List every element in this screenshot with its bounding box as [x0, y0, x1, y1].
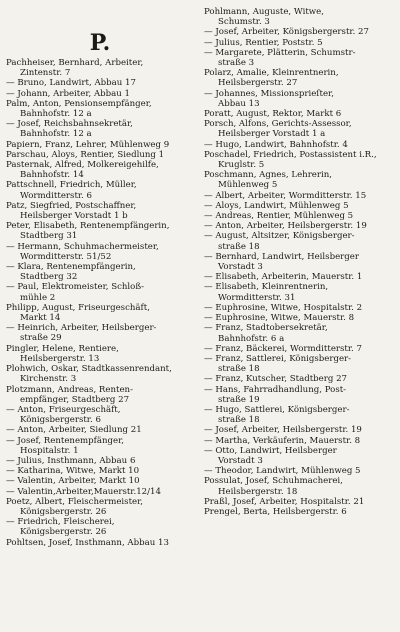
directory-entry-line: — Hans, Fahrradhandlung, Post- [204, 384, 347, 395]
directory-entry-line: Pohlmann, Auguste, Witwe, [204, 7, 324, 17]
directory-entry-line: Prengel, Berta, Heilsbergerstr. 6 [204, 506, 347, 517]
entry-continuation-line: Vorstadt 3 [218, 455, 263, 466]
directory-entry-line: — Bernhard, Landwirt, Heilsberger [204, 251, 359, 262]
entry-continuation-line: Heilsbergerstr. 13 [20, 353, 100, 364]
entry-continuation-line: Heilsbergerstr. 27 [218, 78, 298, 89]
entry-continuation-line: Wormditterstr. 31 [218, 292, 296, 303]
directory-entry-line: — Josef, Reichsbahnsekretär, [6, 119, 133, 130]
directory-entry-line: — Hugo, Sattlerei, Königsberger- [204, 404, 350, 415]
directory-entry-line: Pachheiser, Bernhard, Arbeiter, [6, 58, 144, 68]
directory-entry-line: Porsch, Alfons, Gerichts-Assessor, [204, 119, 352, 130]
entry-continuation-line: Kruglstr. 5 [218, 160, 265, 171]
entry-continuation-line: Wormditterstr. 6 [20, 190, 92, 201]
entry-continuation-line: Stadtberg 31 [20, 231, 78, 242]
directory-entry-line: — Elisabeth, Kleinrentnerin, [204, 282, 329, 293]
entry-continuation-line: straße 19 [218, 394, 260, 405]
directory-entry-line: Peter, Elisabeth, Rentenempfängerin, [6, 221, 170, 232]
directory-entry-line: — Andreas, Rentier, Mühlenweg 5 [204, 211, 354, 222]
directory-entry-line: — Katharina, Witwe, Markt 10 [6, 466, 140, 477]
directory-entry-line: — Julius, Rentier, Poststr. 5 [204, 37, 323, 48]
directory-entry-line: Plohwich, Oskar, Stadtkassenrendant, [6, 364, 172, 375]
entry-continuation-line: Markt 14 [20, 313, 61, 324]
directory-entry-line: — Anton, Friseurgeschäft, [6, 404, 121, 415]
entry-continuation-line: Kirchenstr. 3 [20, 374, 77, 385]
directory-entry-line: Polarz, Amalie, Kleinrentnerin, [204, 68, 339, 79]
directory-entry-line: Pattschnell, Friedrich, Müller, [6, 180, 137, 191]
directory-entry-line: Pohltsen, Josef, Insthmann, Abbau 13 [6, 537, 169, 548]
entry-continuation-line: Zintenstr. 7 [20, 68, 71, 79]
directory-entry-line: — Euphrosine, Witwe, Hospitalstr. 2 [204, 302, 363, 313]
directory-entry-line: Pingler, Helene, Rentiere, [6, 343, 119, 354]
directory-entry-line: — Theodor, Landwirt, Mühlenweg 5 [204, 466, 361, 477]
entry-continuation-line: Heilsberger Vorstadt 1 a [218, 129, 326, 140]
entry-continuation-line: Stadtberg 32 [20, 272, 78, 283]
entry-continuation-line: straße 18 [218, 364, 260, 375]
directory-entry-line: — Valentin,Arbeiter,Mauerstr.12/14 [6, 486, 161, 497]
directory-entry-line: — Hugo, Landwirt, Bahnhofstr. 4 [204, 139, 348, 150]
directory-entry-line: — Josef, Arbeiter, Königsbergerstr. 27 [204, 27, 369, 38]
directory-entry-line: — Franz, Sattlerei, Königsberger- [204, 353, 352, 364]
directory-entry-line: — Anton, Arbeiter, Siedlung 21 [6, 425, 142, 436]
entry-continuation-line: Bahnhofstr. 12 a [20, 109, 92, 120]
directory-entry-line: Poschmann, Agnes, Lehrerin, [204, 170, 333, 181]
directory-entry-line: Patz, Siegfried, Postschaffner, [6, 200, 137, 211]
directory-entry-line: — Euphrosine, Witwe, Mauerstr. 8 [204, 313, 355, 324]
directory-entry-line: — Klara, Rentenempfängerin, [6, 262, 136, 273]
directory-entry-line: — Franz, Stadtobersekretär, [204, 323, 328, 334]
directory-entry-line: Papiern, Franz, Lehrer, Mühlenweg 9 [6, 139, 170, 150]
entry-continuation-line: Mühlenweg 5 [218, 180, 278, 191]
entry-continuation-line: Heilsberger Vorstadt 1 b [20, 211, 128, 222]
directory-entry-line: — Otto, Landwirt, Heilsberger [204, 445, 337, 456]
directory-entry-line: — Elisabeth, Arbeiterin, Mauerstr. 1 [204, 272, 363, 283]
directory-entry-line: Poschadel, Friedrich, Postassistent i.R., [204, 149, 377, 160]
directory-entry-line: Praßl, Josef, Arbeiter, Hospitalstr. 21 [204, 496, 365, 507]
entry-continuation-line: Schumstr. 3 [218, 17, 270, 28]
entry-continuation-line: Heilsbergerstr. 18 [218, 486, 298, 497]
directory-entry-line: — Josef, Arbeiter, Heilsbergerstr. 19 [204, 425, 362, 436]
entry-continuation-line: Vorstadt 3 [218, 262, 263, 273]
directory-entry-line: — Johann, Arbeiter, Abbau 1 [6, 88, 131, 99]
directory-entry-line: — Josef, Rentenempfänger, [6, 435, 124, 446]
entry-continuation-line: Königsbergerstr. 26 [20, 506, 107, 517]
entry-continuation-line: empfänger, Stadtberg 27 [20, 394, 130, 405]
entry-continuation-line: Bahnhofstr. 12 a [20, 129, 92, 140]
directory-entry-line: — Franz, Bäckerei, Wormditterstr. 7 [204, 343, 362, 354]
entry-continuation-line: Wormditterstr. 51/52 [20, 251, 112, 262]
entry-continuation-line: straße 18 [218, 415, 260, 426]
directory-entry-line: Poetz, Albert, Fleischermeister, [6, 496, 144, 507]
directory-entry-line: — Paul, Elektromeister, Schloß- [6, 282, 145, 293]
directory-entry-line: — Friedrich, Fleischerei, [6, 517, 115, 528]
directory-entry-line: — Valentin, Arbeiter, Markt 10 [6, 476, 140, 487]
directory-entry-line: Philipp, August, Friseurgeschäft, [6, 302, 150, 313]
directory-entry-line: — Martha, Verkäuferin, Mauerstr. 8 [204, 435, 361, 446]
directory-entry-line: — Margarete, Plätterin, Schumstr- [204, 47, 356, 58]
entry-continuation-line: straße 18 [218, 241, 260, 252]
directory-entry-line: — Julius, Insthmann, Abbau 6 [6, 455, 136, 466]
directory-entry-line: — Heinrich, Arbeiter, Heilsberger- [6, 323, 157, 334]
directory-entry-line: — Bruno, Landwirt, Abbau 17 [6, 78, 136, 89]
entry-continuation-line: straße 29 [20, 333, 62, 344]
left-column [6, 58, 196, 548]
entry-continuation-line: mühle 2 [20, 292, 56, 303]
directory-entry-line: Pasternak, Alfred, Molkereigehilfe, [6, 160, 159, 171]
directory-entry-line: — August, Altsitzer, Königsberger- [204, 231, 355, 242]
entry-continuation-line: Bahnhofstr. 6 a [218, 333, 285, 344]
directory-entry-line: Parschau, Aloys, Rentier, Siedlung 1 [6, 149, 165, 160]
directory-entry-line: Palm, Anton, Pensionsempfänger, [6, 98, 152, 109]
entry-continuation-line: Bahnhofstr. 14 [20, 170, 84, 181]
directory-entry-line: — Hermann, Schuhmachermeister, [6, 241, 159, 252]
directory-entry-line: Plotzmann, Andreas, Renten- [6, 384, 133, 395]
entry-continuation-line: Königsbergerstr. 6 [20, 415, 101, 426]
entry-continuation-line: Königsbergerstr. 26 [20, 527, 107, 538]
directory-entry-line: — Johannes, Missionsprieſter, [204, 88, 334, 99]
directory-entry-line: — Aloys, Landwirt, Mühlenweg 5 [204, 200, 349, 211]
directory-entry-line: Poratt, August, Rektor, Markt 6 [204, 109, 342, 120]
section-letter: P. [89, 30, 111, 56]
entry-continuation-line: Hospitalstr. 1 [20, 445, 79, 456]
directory-entry-line: — Anton, Arbeiter, Heilsbergerstr. 19 [204, 221, 367, 232]
entry-continuation-line: straße 3 [218, 58, 255, 69]
entry-continuation-line: Abbau 13 [218, 98, 260, 109]
directory-entry-line: Possulat, Josef, Schuhmacherei, [204, 476, 343, 487]
directory-entry-line: — Franz, Kutscher, Stadtberg 27 [204, 374, 348, 385]
directory-entry-line: — Albert, Arbeiter, Wormditterstr. 15 [204, 190, 367, 201]
right-column [204, 7, 394, 517]
